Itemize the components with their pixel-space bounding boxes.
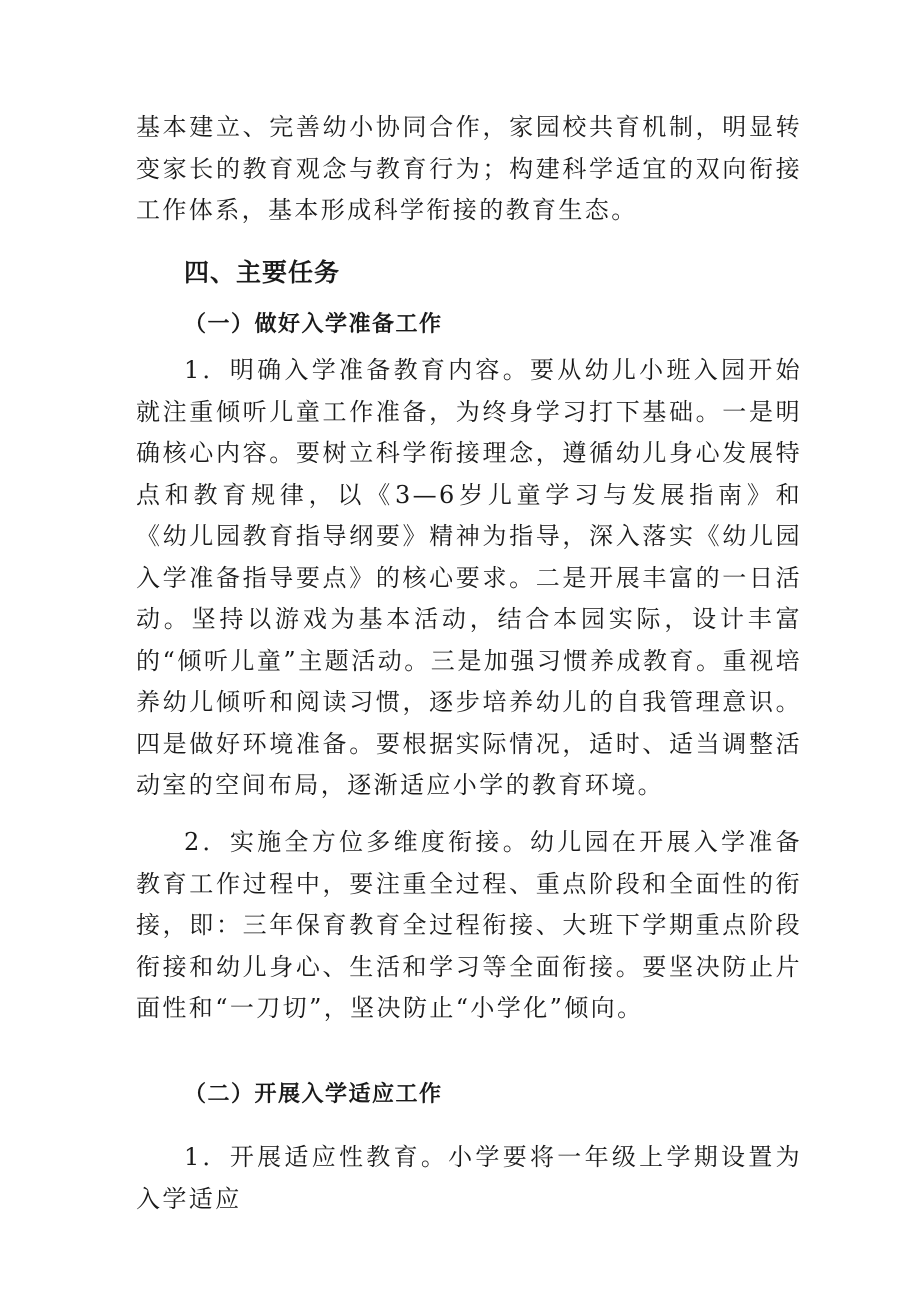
paragraph-intro: 基本建立、完善幼小协同合作，家园校共育机制，明显转变家长的教育观念与教育行为；构建科学适宜的双向衔接工作体系，基本形成科学衔接的教育生态。	[136, 113, 802, 224]
subheading-admission-adaptation: （二）开展入学适应工作	[184, 1081, 443, 1107]
subheading-admission-preparation: （一）做好入学准备工作	[184, 311, 443, 337]
paragraph-task-1-2: 2．实施全方位多维度衔接。幼儿园在开展入学准备教育工作过程中，要注重全过程、重点阶段和全面性的衔接，即：三年保育教育全过程衔接、大班下学期重点阶段衔接和幼儿身心、生活和学习等全面衔接。要坚决防止片面性和“一刀切”，坚决防止“小学化”倾向。	[136, 828, 802, 1022]
paragraph-task-1-1: 1．明确入学准备教育内容。要从幼儿小班入园开始就注重倾听儿童工作准备，为终身学习打下基础。一是明确核心内容。要树立科学衔接理念，遵循幼儿身心发展特点和教育规律，以《3—6岁儿童学习与发展指南》和《幼儿园教育指导纲要》精神为指导，深入落实《幼儿园入学准备指导要点》的核心要求。二是开展丰富的一日活动。坚持以游戏为基本活动，结合本园实际，设计丰富的“倾听儿童”主题活动。三是加强习惯养成教育。重视培养幼儿倾听和阅读习惯，逐步培养幼儿的自我管理意识。四是做好环境准备。要根据实际情况，适时、适当调整活动室的空间布局，逐渐适应小学的教育环境。	[136, 356, 802, 799]
section-heading-main-tasks: 四、主要任务	[184, 258, 341, 287]
paragraph-task-2-1: 1．开展适应性教育。小学要将一年级上学期设置为入学适应	[136, 1143, 802, 1213]
